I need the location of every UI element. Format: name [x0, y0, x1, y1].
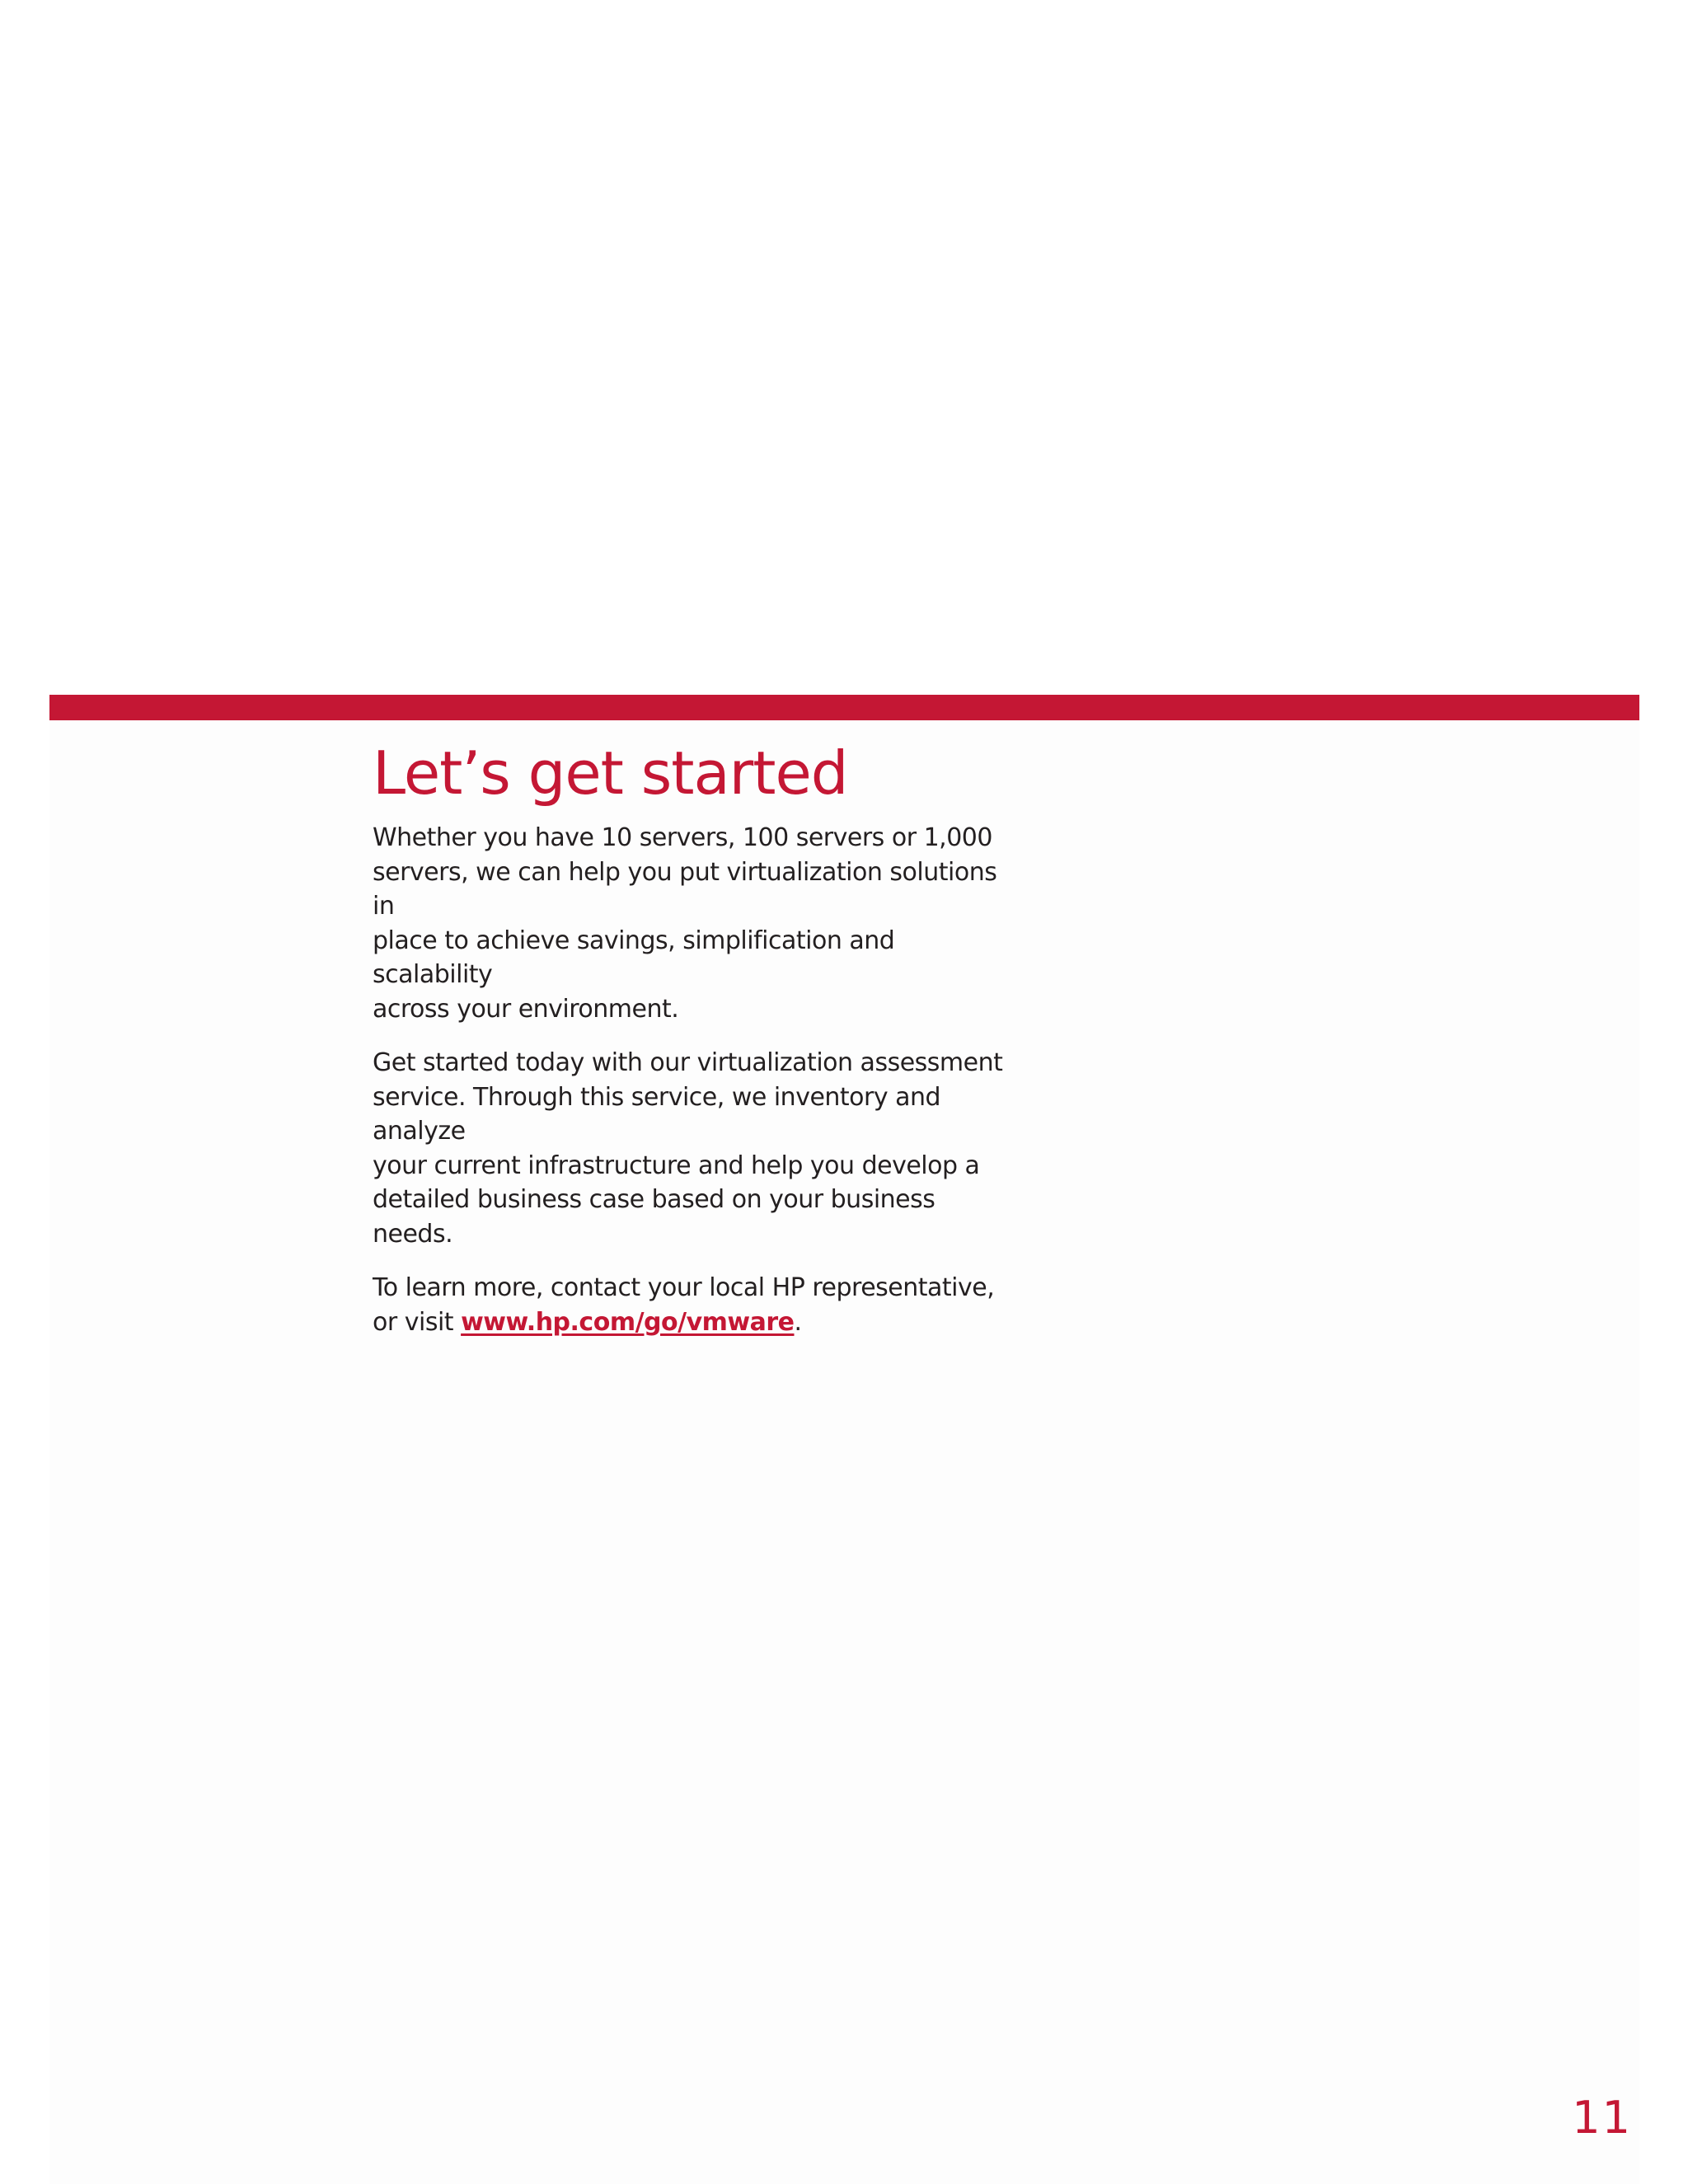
contact-paragraph	[373, 1271, 1015, 1339]
contact-period: .	[794, 1307, 802, 1337]
page-number: 11	[1572, 2092, 1632, 2144]
section-divider-bar	[49, 695, 1639, 720]
contact-text: To learn more, contact your local HP representative, or visit	[373, 1273, 995, 1337]
section-heading: Let’s get started	[373, 738, 848, 808]
vmware-link[interactable]: www.hp.com/go/vmware	[461, 1307, 795, 1337]
intro-paragraph: Whether you have 10 servers, 100 servers or 1,000 servers, we can help you put virtualization solutions in place to achieve savings, simplification and scalability across your environment.	[373, 823, 997, 1024]
section-content	[373, 735, 1015, 1339]
assessment-paragraph: Get started today with our virtualization assessment service. Through this service, we inventory and analyze your current infrastructure and help you develop a detailed business case based on your business needs.	[373, 1048, 1003, 1249]
